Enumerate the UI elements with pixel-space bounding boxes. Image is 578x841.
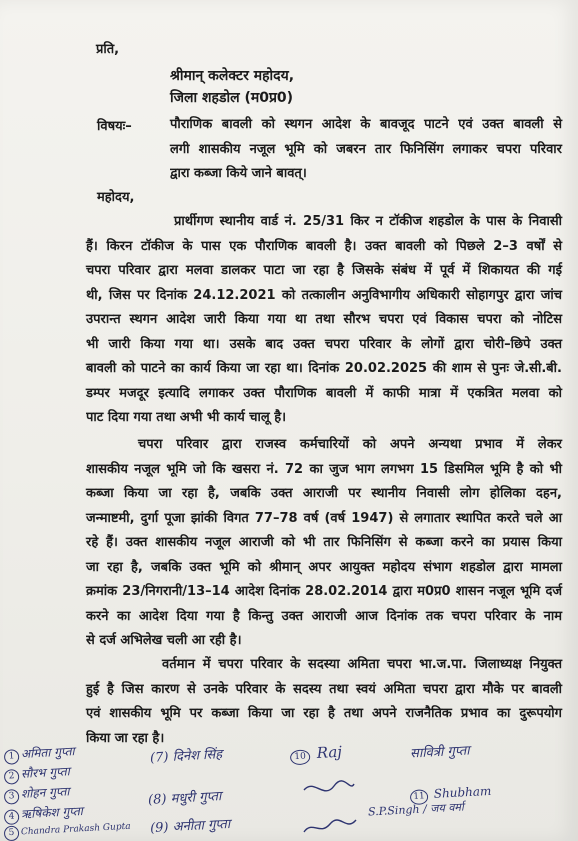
paragraph-line: करने का आदेश दिया गया है किन्तु उक्त आराजी आज दिनांक तक चपरा परिवार के नाम — [86, 608, 562, 624]
signature — [150, 744, 223, 766]
salutation: महोदय, — [97, 190, 135, 205]
signature-number: 2 — [4, 769, 20, 785]
paragraph-line: वर्तमान में चपरा परिवार के सदस्या अमिता चपरा भा.ज.पा. जिलाध्यक्ष नियुक्त — [162, 657, 562, 672]
signature — [4, 802, 84, 825]
signature — [4, 782, 70, 804]
paragraph-line: जन्माष्टमी, दुर्गा पूजा झांकी विगत 77–78 वर्ष (वर्ष 1947) से लगातार स्थापित करते चले आ — [86, 510, 562, 526]
paragraph-line: हैं। किरन टॉकीज के पास एक पौराणिक बावली है। उक्त बावली को पिछले 2–3 वर्षों से — [86, 238, 562, 254]
subject-block — [170, 113, 562, 187]
paragraph-2 — [86, 433, 562, 654]
paragraph-line: थी, जिस पर दिनांक 24.12.2021 को तत्कालीन अनुविभागीय अधिकारी सोहागपुर द्वारा जांच — [86, 287, 562, 303]
signature-text: अमिता गुप्ता — [20, 744, 75, 761]
subject-line: द्वारा कब्जा किये जाने बावत्। — [170, 166, 307, 181]
signature — [148, 786, 222, 808]
addressee-line-2: जिला शहडोल (म0प्र0) — [170, 90, 294, 106]
signature-number: (8) — [147, 791, 167, 808]
signature-text: S.P.Singh / जय वर्मा — [367, 800, 465, 819]
signature-text: मधुरी गुप्ता — [170, 789, 222, 807]
signature-text: सावित्री गुप्ता — [409, 743, 470, 762]
signature-text: ऋषिकेश गुप्ता — [20, 803, 84, 822]
signature-text: दिनेश सिंह — [172, 747, 223, 765]
signature-scribble — [300, 770, 360, 840]
subject-line: लगी शासकीय नजूल भूमि को जबरन तार फिनिसिंग लगाकर चपरा परिवार — [170, 141, 562, 157]
paragraph-line: उपरान्त स्थगन आदेश जारी किया गया था तथा सौरभ चपरा एवं विकास चपरा को नोटिस — [86, 312, 562, 327]
subject-line: पौराणिक बावली को स्थगन आदेश के बावजूद पाटने एवं उक्त बावली से — [170, 117, 562, 132]
signature — [4, 742, 76, 765]
signature — [410, 740, 470, 761]
paragraph-line: से दर्ज अभिलेख चली आ रही है। — [86, 633, 242, 648]
paragraph-line: चपरा परिवार द्वारा मलवा डालकर पाटा जा रहा है जिसके संबंध में पूर्व में शिकायत की गई — [86, 263, 562, 278]
signature-number: 5 — [4, 826, 20, 841]
paragraph-line: कब्जा किया जा रहा है, जबकि उक्त आराजी पर स्थानीय निवासी लोग होलिका दहन, — [86, 486, 562, 501]
paragraph-line: प्रार्थीगण स्थानीय वार्ड नं. 25/31 किर न टॉकीज शहडोल के पास के निवासी — [174, 214, 562, 229]
paragraph-line: डम्पर मजदूर इत्यादि लगाकर उक्त पौराणिक बावली में काफी मात्रा में एकत्रित मलवा को — [86, 385, 562, 401]
addressee-line-1: श्रीमान् कलेक्टर महोदय, — [170, 68, 295, 84]
paragraph-line: जा रहा है, जबकि उक्त भूमि को श्रीमान् अपर आयुक्त महोदय संभाग शहडोल द्वारा मामला — [86, 559, 562, 575]
paragraph-line: किया जा रहा है। — [86, 730, 165, 746]
signature-number: 3 — [4, 789, 20, 805]
signature — [290, 743, 343, 766]
paragraph-1 — [86, 210, 562, 431]
signature-number: 1 — [4, 749, 20, 765]
signature-number: 10 — [290, 749, 311, 765]
paragraph-line: बावली को पाटने का कार्य किया जा रहा था। दिनांक 20.02.2025 की शाम से पुनः जे.सी.बी. — [86, 361, 562, 376]
paragraph-line: चपरा परिवार द्वारा राजस्व कर्मचारियों को अपने अन्यथा प्रभाव में लेकर — [138, 437, 562, 452]
paragraph-line: भी जारी किया गया था। उसके बाद उक्त चपरा परिवार के लोगों द्वारा चोरी–छिपे उक्त — [86, 336, 562, 352]
signature-text: अनीता गुप्ता — [172, 816, 231, 835]
signature-text: सौरभ गुप्ता — [20, 764, 71, 781]
paragraph-line: रहे हैं। उक्त शासकीय नजूल आराजी को भी तार फिनिसिंग से कब्जा करने का प्रयास किया — [86, 535, 562, 550]
signature-number: (7) — [149, 749, 169, 766]
signature-number: 4 — [4, 809, 20, 825]
subject-label: विषयः– — [97, 119, 132, 134]
signature-number: 11 — [410, 789, 429, 805]
signature-text: शोहन गुप्ता — [20, 784, 70, 801]
paragraph-line: हुई है जिस कारण से उनके परिवार के सदस्य तथा स्वयं अमिता चपरा द्वारा मौके पर बावली — [86, 681, 562, 697]
signature-area — [0, 730, 578, 841]
signature-number: (9) — [149, 820, 169, 837]
signature — [4, 762, 71, 784]
signature-text: Shubham — [433, 783, 492, 801]
to-label: प्रति, — [96, 42, 120, 57]
signature — [368, 800, 465, 820]
paragraph-line: एवं शासकीय भूमि पर कब्जा किया जा रहा है तथा अपने राजनैतिक प्रभाव का दुरूपयोग — [86, 706, 562, 721]
signature — [150, 814, 231, 836]
signature-text: Chandra Prakash Gupta — [20, 821, 131, 838]
paragraph-line: पाट दिया गया तथा अभी भी कार्य चालू है। — [86, 410, 287, 425]
signature-text: Raj — [316, 742, 343, 762]
paragraph-line: शासकीय नजूल भूमि जो कि खसरा नं. 72 का जुज भाग लगभग 15 डिसमिल भूमि है को भी — [86, 461, 562, 477]
paragraph-line: क्रमांक 23/निगरानी/13–14 आदेश दिनांक 28.02.2014 द्वारा म0प्र0 शासन नजूल भूमि दर्ज — [86, 584, 562, 599]
